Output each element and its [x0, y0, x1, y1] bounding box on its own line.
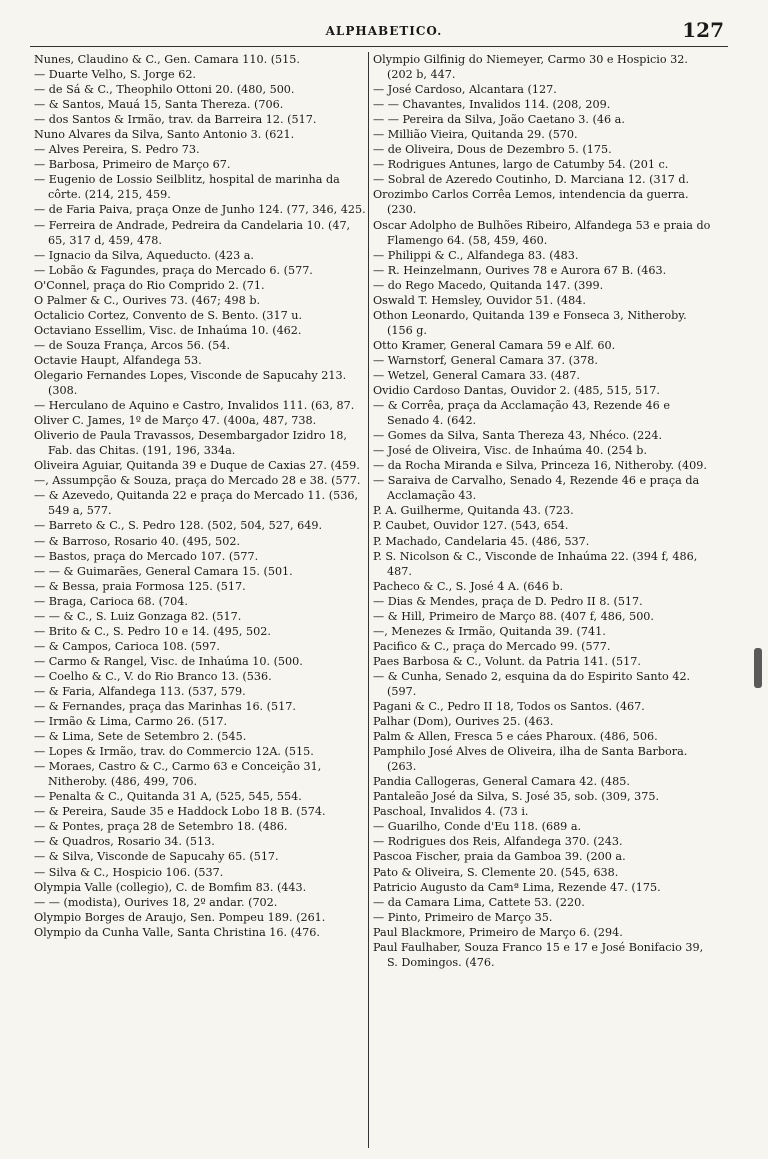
directory-entry: Octavie Haupt, Alfandega 53.: [34, 353, 202, 367]
directory-entry: — & Quadros, Rosario 34. (513.: [34, 835, 215, 849]
directory-entry: Pacifico & C., praça do Mercado 99. (577.: [373, 639, 611, 653]
directory-entry: P. S. Nicolson & C., Visconde de Inhaúma 22. (394 f, 486, 487.: [373, 549, 698, 578]
directory-entry: — Alves Pereira, S. Pedro 73.: [34, 143, 200, 157]
directory-entry: — Sobral de Azeredo Coutinho, D. Marciana 12. (317 d.: [373, 173, 690, 187]
directory-entry: Orozimbo Carlos Corrêa Lemos, intendencia da guerra. (230.: [373, 188, 689, 217]
running-title: ALPHABETICO.: [325, 24, 443, 38]
directory-entry: — de Souza França, Arcos 56. (54.: [34, 338, 231, 352]
directory-entry: — Wetzel, General Camara 33. (487.: [373, 368, 580, 382]
directory-entry: Paschoal, Invalidos 4. (73 i.: [373, 805, 529, 819]
directory-entry: — Eugenio de Lossio Seilblitz, hospital de marinha da côrte. (214, 215, 459.: [34, 173, 340, 202]
directory-entry: — José Cardoso, Alcantara (127.: [373, 83, 557, 97]
directory-entry: — Barbosa, Primeiro de Março 67.: [34, 158, 231, 172]
directory-entry: — Lopes & Irmão, trav. do Commercio 12A. (515.: [34, 745, 314, 759]
directory-entry: Oswald T. Hemsley, Ouvidor 51. (484.: [373, 293, 586, 307]
directory-entry: P. Machado, Candelaria 45. (486, 537.: [373, 534, 590, 548]
directory-entry: Paul Faulhaber, Souza Franco 15 e 17 e José Bonifacio 39, S. Domingos. (476.: [373, 940, 704, 969]
directory-entry: — Warnstorf, General Camara 37. (378.: [373, 353, 598, 367]
directory-entry: — Moraes, Castro & C., Carmo 63 e Conceição 31, Nitheroby. (486, 499, 706.: [34, 760, 322, 789]
directory-entry: — & Bessa, praia Formosa 125. (517.: [34, 579, 246, 593]
directory-entry: —, Assumpção & Souza, praça do Mercado 28 e 38. (577.: [34, 474, 361, 488]
directory-entry: — Duarte Velho, S. Jorge 62.: [34, 68, 196, 82]
directory-entry: — & Pereira, Saude 35 e Haddock Lobo 18 B. (574.: [34, 805, 326, 819]
directory-entry: — Braga, Carioca 68. (704.: [34, 594, 188, 608]
directory-entry: Olympio Gilfinig do Niemeyer, Carmo 30 e Hospicio 32. (202 b, 447.: [373, 53, 688, 82]
directory-entry: Pantaleão José da Silva, S. José 35, sob. (309, 375.: [373, 790, 660, 804]
directory-entry: — Gomes da Silva, Santa Thereza 43, Nhéco. (224.: [373, 429, 663, 443]
directory-entry: — de Oliveira, Dous de Dezembro 5. (175.: [373, 143, 612, 157]
directory-entry: — & Cunha, Senado 2, esquina da do Espirito Santo 42. (597.: [373, 669, 691, 698]
directory-entry: — & Santos, Mauá 15, Santa Thereza. (706.: [34, 98, 284, 112]
directory-entry: Olympio da Cunha Valle, Santa Christina 16. (476.: [34, 925, 320, 939]
directory-entry: — Brito & C., S. Pedro 10 e 14. (495, 502.: [34, 624, 271, 638]
directory-entry: —, Menezes & Irmão, Quitanda 39. (741.: [373, 624, 606, 638]
directory-entry: — & Barroso, Rosario 40. (495, 502.: [34, 534, 241, 548]
directory-entry: — José de Oliveira, Visc. de Inhaúma 40. (254 b.: [373, 444, 647, 458]
directory-entry: — de Sá & C., Theophilo Ottoni 20. (480, 500.: [34, 83, 295, 97]
directory-entry: Pacheco & C., S. José 4 A. (646 b.: [373, 579, 564, 593]
directory-entry: — Carmo & Rangel, Visc. de Inhaúma 10. (500.: [34, 654, 303, 668]
directory-entry: — R. Heinzelmann, Ourives 78 e Aurora 67 B. (463.: [373, 263, 667, 277]
directory-entry: O Palmer & C., Ourives 73. (467; 498 b.: [34, 293, 261, 307]
directory-entry: Nuno Alvares da Silva, Santo Antonio 3. (621.: [34, 128, 295, 142]
directory-entry: — & Fernandes, praça das Marinhas 16. (517.: [34, 700, 296, 714]
directory-entry: Oliverio de Paula Travassos, Desembargador Izidro 18, Fab. das Chitas. (191, 196, 334a.: [34, 429, 347, 458]
directory-entry: — — Chavantes, Invalidos 114. (208, 209.: [373, 98, 611, 112]
directory-entry: — do Rego Macedo, Quitanda 147. (399.: [373, 278, 604, 292]
directory-entry: — — & Guimarães, General Camara 15. (501.: [34, 564, 293, 578]
directory-entry: Palhar (Dom), Ourives 25. (463.: [373, 715, 554, 729]
directory-entry: — — & C., S. Luiz Gonzaga 82. (517.: [34, 609, 242, 623]
directory-entry: Oliver C. James, 1º de Março 47. (400a, 487, 738.: [34, 414, 317, 428]
page-number: 127: [682, 18, 724, 42]
page-header: [28, 14, 740, 44]
directory-entry: Pagani & C., Pedro II 18, Todos os Santos. (467.: [373, 700, 645, 714]
directory-entry: — & Azevedo, Quitanda 22 e praça do Mercado 11. (536, 549 a, 577.: [34, 489, 359, 518]
directory-entry: Othon Leonardo, Quitanda 139 e Fonseca 3, Nitheroby. (156 g.: [373, 308, 687, 337]
directory-entry: O'Connel, praça do Rio Comprido 2. (71.: [34, 278, 265, 292]
directory-entry: — Ferreira de Andrade, Pedreira da Candelaria 10. (47, 65, 317 d, 459, 478.: [34, 218, 351, 247]
directory-entry: — Silva & C., Hospicio 106. (537.: [34, 865, 224, 879]
directory-entry: — da Rocha Miranda e Silva, Princeza 16, Nitheroby. (409.: [373, 459, 707, 473]
directory-entry: — Millião Vieira, Quitanda 29. (570.: [373, 128, 578, 142]
directory-entry: Pato & Oliveira, S. Clemente 20. (545, 638.: [373, 865, 619, 879]
directory-entry: Paes Barbosa & C., Volunt. da Patria 141. (517.: [373, 654, 641, 668]
directory-entry: — de Faria Paiva, praça Onze de Junho 124. (77, 346, 425.: [34, 203, 366, 217]
directory-entry: — & Hill, Primeiro de Março 88. (407 f, 486, 500.: [373, 609, 654, 623]
directory-entry: — & Corrêa, praça da Acclamação 43, Rezende 46 e Senado 4. (642.: [373, 399, 670, 428]
directory-entry: — Irmão & Lima, Carmo 26. (517.: [34, 715, 228, 729]
directory-entry: — Penalta & C., Quitanda 31 A, (525, 545, 554.: [34, 790, 302, 804]
directory-entry: Pascoa Fischer, praia da Gamboa 39. (200 a.: [373, 850, 626, 864]
directory-entry: Pandia Callogeras, General Camara 42. (485.: [373, 775, 630, 789]
directory-entry: — da Camara Lima, Cattete 53. (220.: [373, 895, 585, 909]
directory-entry: — Philippi & C., Alfandega 83. (483.: [373, 248, 579, 262]
directory-entry: — Lobão & Fagundes, praça do Mercado 6. (577.: [34, 263, 313, 277]
directory-entry: — Herculano de Aquino e Castro, Invalidos 111. (63, 87.: [34, 399, 355, 413]
directory-entry: — Ignacio da Silva, Aqueducto. (423 a.: [34, 248, 254, 262]
directory-entry: Ovidio Cardoso Dantas, Ouvidor 2. (485, 515, 517.: [373, 384, 660, 398]
directory-entry: — Barreto & C., S. Pedro 128. (502, 504, 527, 649.: [34, 519, 323, 533]
directory-entry: — Bastos, praça do Mercado 107. (577.: [34, 549, 259, 563]
directory-entry: — & Faria, Alfandega 113. (537, 579.: [34, 684, 246, 698]
directory-entry: — Rodrigues dos Reis, Alfandega 370. (243.: [373, 835, 623, 849]
directory-entry: — & Silva, Visconde de Sapucahy 65. (517.: [34, 850, 279, 864]
directory-entry: — — Pereira da Silva, João Caetano 3. (46 a.: [373, 113, 625, 127]
directory-entry: — Saraiva de Carvalho, Senado 4, Rezende 46 e praça da Acclamação 43.: [373, 474, 700, 503]
directory-entry: P. Caubet, Ouvidor 127. (543, 654.: [373, 519, 569, 533]
directory-entry: — Rodrigues Antunes, largo de Catumby 54. (201 c.: [373, 158, 669, 172]
directory-entry: Olegario Fernandes Lopes, Visconde de Sapucahy 213. (308.: [34, 368, 347, 398]
directory-entry: P. A. Guilherme, Quitanda 43. (723.: [373, 504, 574, 518]
left-column: [34, 52, 369, 940]
directory-entry: Pamphilo José Alves de Oliveira, ilha de Santa Barbora. (263.: [373, 745, 688, 774]
right-column: [373, 52, 711, 970]
directory-entry: Oscar Adolpho de Bulhões Ribeiro, Alfandega 53 e praia do Flamengo 64. (58, 459, 460.: [373, 218, 711, 247]
directory-entry: Octalicio Cortez, Convento de S. Bento. (317 u.: [34, 308, 303, 322]
directory-entry: — Dias & Mendes, praça de D. Pedro II 8. (517.: [373, 594, 643, 608]
directory-entry: Oliveira Aguiar, Quitanda 39 e Duque de Caxias 27. (459.: [34, 459, 360, 473]
directory-entry: Olympia Valle (collegio), C. de Bomfim 83. (443.: [34, 880, 307, 894]
directory-entry: — dos Santos & Irmão, trav. da Barreira 12. (517.: [34, 113, 317, 127]
directory-entry: — & Campos, Carioca 108. (597.: [34, 639, 220, 653]
header-rule: [30, 46, 728, 47]
directory-entry: Palm & Allen, Fresca 5 e cáes Pharoux. (486, 506.: [373, 730, 658, 744]
directory-entry: Paul Blackmore, Primeiro de Março 6. (294.: [373, 925, 623, 939]
directory-entry: Nunes, Claudino & C., Gen. Camara 110. (515.: [34, 53, 300, 66]
directory-entry: — Coelho & C., V. do Rio Branco 13. (536.: [34, 669, 272, 683]
directory-entry: — & Lima, Sete de Setembro 2. (545.: [34, 730, 247, 744]
directory-entry: Olympio Borges de Araujo, Sen. Pompeu 189. (261.: [34, 910, 326, 924]
column-divider: [368, 52, 369, 1148]
directory-entry: — Pinto, Primeiro de Março 35.: [373, 910, 553, 924]
directory-entry: — Guarilho, Conde d'Eu 118. (689 a.: [373, 820, 582, 834]
directory-entry: — — (modista), Ourives 18, 2º andar. (702.: [34, 895, 278, 909]
page-edge-mark: [754, 648, 762, 688]
directory-entry: Patricio Augusto da Camª Lima, Rezende 47. (175.: [373, 880, 661, 894]
directory-entry: Otto Kramer, General Camara 59 e Alf. 60.: [373, 338, 616, 352]
directory-entry: Octaviano Essellim, Visc. de Inhaúma 10. (462.: [34, 323, 302, 337]
directory-entry: — & Pontes, praça 28 de Setembro 18. (486.: [34, 820, 288, 834]
